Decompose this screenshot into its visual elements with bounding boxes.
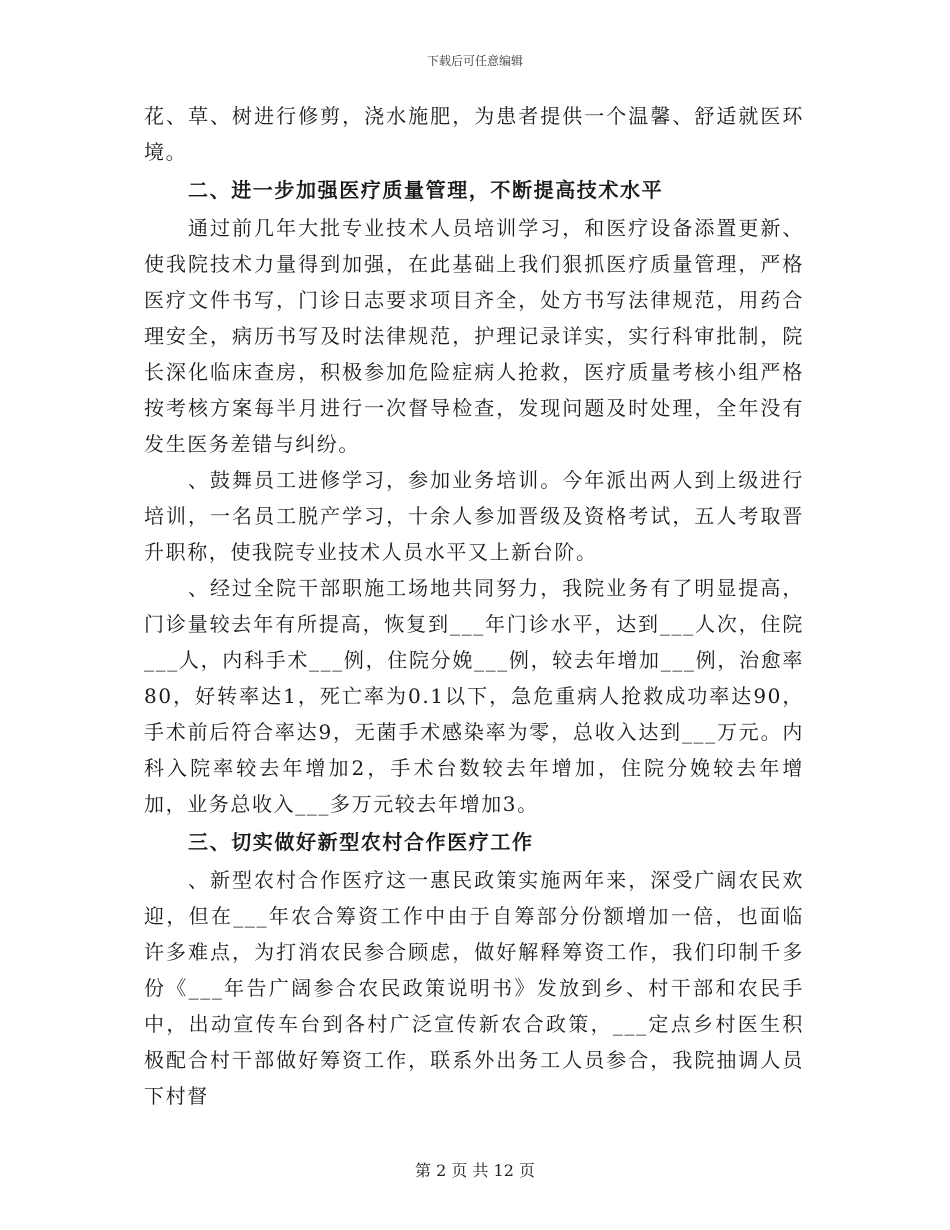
paragraph-rural-cooperative: 、新型农村合作医疗这一惠民政策实施两年来，深受广阔农民欢迎，但在___年农合筹资工作中由于自筹部分份额增加一倍，也面临许多难点，为打消农民参合顾虑，做好解释筹资工作，我们印制千多份《___年告广阔参合农民政策说明书》发放到乡、村干部和农民手中，出动宣传车台到各村广泛宣传新农合政策，___定点乡村医生积极配合村干部做好筹资工作，联系外出务工人员参合，我院抽调人员下村督 (144, 868, 804, 1108)
paragraph-quality-management: 通过前几年大批专业技术人员培训学习，和医疗设备添置更新、使我院技术力量得到加强，在此基础上我们狠抓医疗质量管理，严格医疗文件书写，门诊日志要求项目齐全，处方书写法律规范，用药合理安全，病历书写及时法律规范，护理记录详实，实行科审批制，院长深化临床查房，积极参加危险症病人抢救，医疗质量考核小组严格按考核方案每半月进行一次督导检查，发现问题及时处理，全年没有发生医务差错与纠纷。 (144, 216, 804, 456)
paragraph-continuation: 花、草、树进行修剪，浇水施肥，为患者提供一个温馨、舒适就医环境。 (144, 104, 804, 164)
paragraph-staff-training: 、鼓舞员工进修学习，参加业务培训。今年派出两人到上级进行培训，一名员工脱产学习，十余人参加晋级及资格考试，五人考取晋升职称，使我院专业技术人员水平又上新台阶。 (144, 468, 804, 564)
document-body (144, 98, 804, 1114)
section-heading-2: 二、进一步加强医疗质量管理，不断提高技术水平 (188, 178, 664, 202)
section-heading-3: 三、切实做好新型农村合作医疗工作 (188, 830, 534, 854)
page-number: 第 2 页 共 12 页 (415, 1161, 535, 1180)
page-header: 下载后可任意编辑 (426, 54, 523, 68)
paragraph-business-statistics: 、经过全院干部职施工场地共同努力，我院业务有了明显提高，门诊量较去年有所提高，恢复到___年门诊水平，达到___人次，住院___人，内科手术___例，住院分娩___例，较去年增加___例，治愈率80，好转率达1，死亡率为0.1以下，急危重病人抢救成功率达90，手术前后符合率达9，无菌手术感染率为零，总收入达到___万元。内科入院率较去年增加2，手术台数较去年增加，住院分娩较去年增加，业务总收入___多万元较去年增加3。 (144, 576, 804, 816)
